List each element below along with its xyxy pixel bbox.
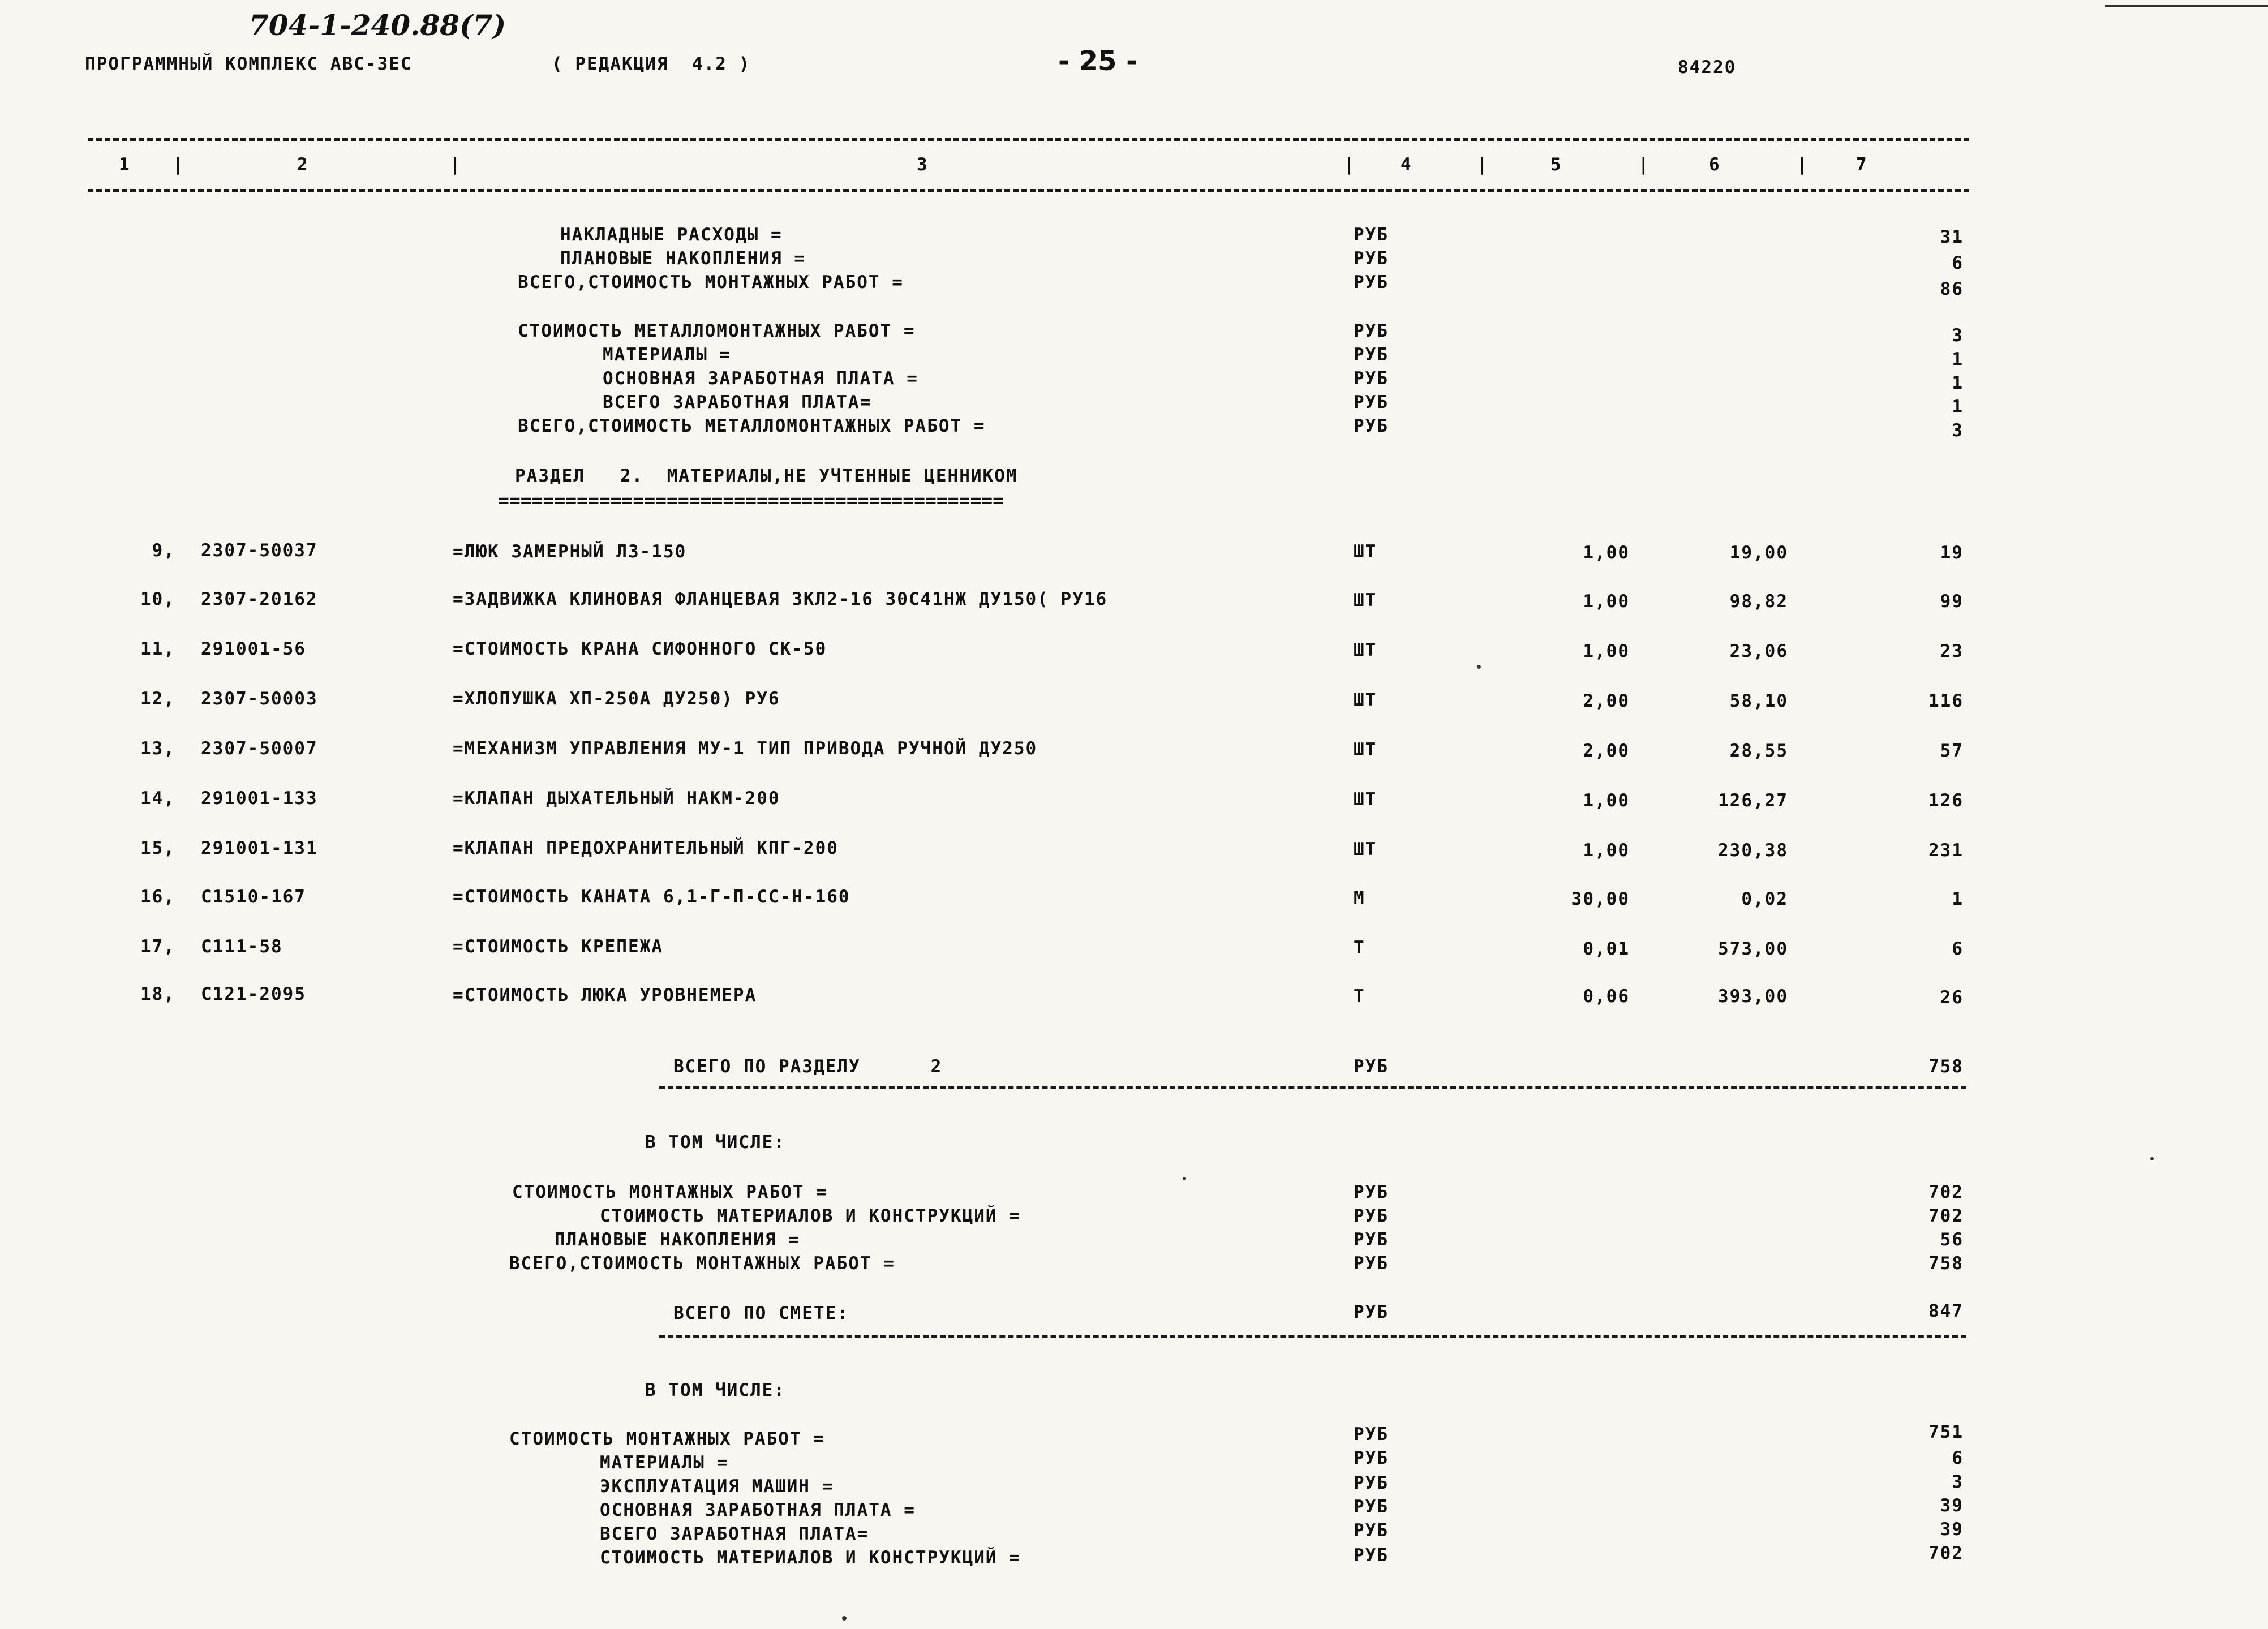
item-name: =МЕХАНИЗМ УПРАВЛЕНИЯ МУ-1 ТИП ПРИВОДА РУЧНОЙ ДУ250 (453, 738, 1038, 759)
summary-unit: РУБ (1354, 1448, 1389, 1468)
col-divider: | (1477, 154, 1489, 175)
summary-total: 6 (1952, 1448, 1964, 1468)
col-number-1: 1 (119, 154, 131, 175)
item-code: 2307-20162 (201, 589, 318, 609)
handwritten-document-number: 704-1-240.88(7) (249, 8, 506, 42)
col-number-7: 7 (1856, 154, 1868, 175)
item-quantity: 1,00 (1583, 840, 1630, 861)
item-name: =СТОИМОСТЬ ЛЮКА УРОВНЕМЕРА (453, 985, 757, 1005)
item-number: 17, (140, 936, 175, 957)
item-quantity: 2,00 (1583, 691, 1630, 711)
summary-label: ВСЕГО,СТОИМОСТЬ МОНТАЖНЫХ РАБОТ = (518, 272, 904, 293)
summary-label: НАКЛАДНЫЕ РАСХОДЫ = (560, 225, 783, 245)
item-number: 15, (140, 838, 175, 858)
item-total: 99 (1940, 591, 1964, 612)
including-title: В ТОМ ЧИСЛЕ: (645, 1132, 785, 1153)
item-name: =СТОИМОСТЬ КРАНА СИФОННОГО СК-50 (453, 639, 827, 659)
summary-unit: РУБ (1354, 321, 1389, 341)
header-bottom-rule (88, 189, 1969, 192)
summary-total: 702 (1928, 1206, 1964, 1226)
summary-label: ЭКСПЛУАТАЦИЯ МАШИН = (600, 1476, 834, 1497)
col-divider: | (1797, 154, 1809, 175)
col-number-3: 3 (917, 154, 929, 175)
estimate-total-rule (659, 1335, 1966, 1338)
item-unit: ШТ (1354, 590, 1377, 611)
page-edge-line (2105, 5, 2268, 7)
item-quantity: 2,00 (1583, 741, 1630, 761)
summary-label: ПЛАНОВЫЕ НАКОПЛЕНИЯ = (555, 1230, 800, 1250)
item-price: 0,02 (1741, 889, 1788, 909)
summary-unit: РУБ (1354, 1473, 1389, 1493)
item-code: С1510-167 (201, 887, 306, 907)
item-name: =ЛЮК ЗАМЕРНЫЙ ЛЗ-150 (453, 541, 687, 562)
col-divider: | (173, 154, 184, 175)
scan-speck (842, 1616, 847, 1621)
summary-total: 1 (1952, 349, 1964, 369)
summary-total: 751 (1928, 1422, 1964, 1442)
summary-total: 3 (1952, 1472, 1964, 1492)
summary-total: 39 (1940, 1519, 1964, 1540)
item-unit: ШТ (1354, 789, 1377, 810)
item-price: 23,06 (1729, 641, 1788, 661)
summary-unit: РУБ (1354, 1182, 1389, 1202)
item-total: 26 (1940, 987, 1964, 1008)
header-top-rule (88, 138, 1969, 141)
summary-total: 39 (1940, 1495, 1964, 1516)
summary-label: СТОИМОСТЬ МОНТАЖНЫХ РАБОТ = (509, 1429, 825, 1449)
summary-total: 56 (1940, 1230, 1964, 1250)
section-total-unit: РУБ (1354, 1056, 1389, 1077)
summary-label: ВСЕГО,СТОИМОСТЬ МОНТАЖНЫХ РАБОТ = (509, 1253, 895, 1274)
item-quantity: 0,01 (1583, 939, 1630, 959)
item-price: 19,00 (1729, 543, 1788, 563)
col-divider: | (1638, 154, 1650, 175)
item-price: 98,82 (1729, 591, 1788, 612)
item-quantity: 0,06 (1583, 986, 1630, 1007)
summary-label: МАТЕРИАЛЫ = (600, 1452, 729, 1473)
summary-total: 702 (1928, 1543, 1964, 1563)
item-unit: ШТ (1354, 690, 1377, 710)
item-code: С111-58 (201, 936, 283, 957)
summary-total: 1 (1952, 373, 1964, 393)
item-unit: ШТ (1354, 541, 1377, 562)
summary-unit: РУБ (1354, 345, 1389, 365)
item-code: С121-2095 (201, 984, 306, 1004)
item-unit: ШТ (1354, 740, 1377, 760)
summary-total: 31 (1940, 227, 1964, 247)
item-price: 28,55 (1729, 741, 1788, 761)
summary-label: МАТЕРИАЛЫ = (603, 345, 732, 365)
item-name: =КЛАПАН ПРЕДОХРАНИТЕЛЬНЫЙ КПГ-200 (453, 838, 839, 858)
summary-label: ВСЕГО ЗАРАБОТНАЯ ПЛАТА= (603, 392, 872, 412)
summary-label: ВСЕГО,СТОИМОСТЬ МЕТАЛЛОМОНТАЖНЫХ РАБОТ = (518, 416, 986, 436)
item-total: 126 (1928, 790, 1964, 811)
page-number: - 25 - (1058, 45, 1138, 77)
col-divider: | (1344, 154, 1356, 175)
estimate-total-label: ВСЕГО ПО СМЕТЕ: (673, 1303, 849, 1323)
item-number: 14, (140, 788, 175, 809)
summary-label: СТОИМОСТЬ МАТЕРИАЛОВ И КОНСТРУКЦИЙ = (600, 1206, 1021, 1226)
summary-label: ОСНОВНАЯ ЗАРАБОТНАЯ ПЛАТА = (603, 368, 918, 389)
item-name: =ХЛОПУШКА ХП-250А ДУ250) РУ6 (453, 689, 780, 709)
col-number-2: 2 (297, 154, 309, 175)
item-price: 230,38 (1718, 840, 1788, 861)
section-title: РАЗДЕЛ 2. МАТЕРИАЛЫ,НЕ УЧТЕННЫЕ ЦЕННИКОМ (515, 466, 1018, 486)
document-code: 84220 (1678, 57, 1737, 78)
summary-unit: РУБ (1354, 1206, 1389, 1226)
item-name: =СТОИМОСТЬ КРЕПЕЖА (453, 936, 663, 957)
item-unit: ШТ (1354, 839, 1377, 859)
item-quantity: 1,00 (1583, 790, 1630, 811)
item-price: 58,10 (1729, 691, 1788, 711)
summary-unit: РУБ (1354, 1497, 1389, 1517)
summary-label: СТОИМОСТЬ МЕТАЛЛОМОНТАЖНЫХ РАБОТ = (518, 321, 916, 341)
including-title: В ТОМ ЧИСЛЕ: (645, 1380, 785, 1400)
col-number-6: 6 (1709, 154, 1721, 175)
item-price: 393,00 (1718, 986, 1788, 1007)
scan-speck (2150, 1157, 2154, 1160)
item-total: 57 (1940, 741, 1964, 761)
item-quantity: 1,00 (1583, 543, 1630, 563)
item-name: =ЗАДВИЖКА КЛИНОВАЯ ФЛАНЦЕВАЯ ЗКЛ2-16 30С41НЖ ДУ150( РУ16 (453, 589, 1108, 609)
summary-total: 3 (1952, 325, 1964, 346)
program-edition: ( РЕДАКЦИЯ 4.2 ) (552, 54, 751, 74)
summary-total: 1 (1952, 397, 1964, 417)
summary-label: ПЛАНОВЫЕ НАКОПЛЕНИЯ = (560, 248, 806, 269)
item-quantity: 1,00 (1583, 591, 1630, 612)
item-number: 18, (140, 984, 175, 1004)
summary-unit: РУБ (1354, 368, 1389, 389)
item-name: =СТОИМОСТЬ КАНАТА 6,1-Г-П-СС-Н-160 (453, 887, 850, 907)
col-divider: | (450, 154, 462, 175)
item-code: 2307-50037 (201, 540, 318, 561)
col-number-5: 5 (1550, 154, 1562, 175)
item-code: 2307-50003 (201, 689, 318, 709)
estimate-total-value: 847 (1928, 1301, 1964, 1321)
item-number: 10, (140, 589, 175, 609)
item-quantity: 30,00 (1571, 889, 1630, 909)
estimate-total-unit: РУБ (1354, 1302, 1389, 1322)
section-total-rule (659, 1086, 1966, 1089)
summary-unit: РУБ (1354, 272, 1389, 293)
item-number: 13, (140, 738, 175, 759)
summary-label: ВСЕГО ЗАРАБОТНАЯ ПЛАТА= (600, 1524, 869, 1544)
summary-unit: РУБ (1354, 1545, 1389, 1566)
section-total-label: ВСЕГО ПО РАЗДЕЛУ 2 (673, 1056, 943, 1077)
summary-total: 86 (1940, 279, 1964, 299)
summary-unit: РУБ (1354, 1520, 1389, 1541)
item-code: 291001-131 (201, 838, 318, 858)
item-code: 291001-133 (201, 788, 318, 809)
item-total: 6 (1952, 939, 1964, 959)
item-unit: М (1354, 888, 1365, 908)
summary-unit: РУБ (1354, 392, 1389, 412)
item-number: 9, (152, 540, 175, 561)
item-price: 573,00 (1718, 939, 1788, 959)
item-name: =КЛАПАН ДЫХАТЕЛЬНЫЙ НАКМ-200 (453, 788, 780, 809)
section-total-value: 758 (1928, 1056, 1964, 1077)
summary-unit: РУБ (1354, 225, 1389, 245)
section-underline: ============================================= (498, 489, 1004, 512)
col-number-4: 4 (1401, 154, 1412, 175)
summary-unit: РУБ (1354, 416, 1389, 436)
summary-unit: РУБ (1354, 248, 1389, 269)
item-total: 1 (1952, 889, 1964, 909)
summary-unit: РУБ (1354, 1230, 1389, 1250)
item-total: 23 (1940, 641, 1964, 661)
item-code: 2307-50007 (201, 738, 318, 759)
item-code: 291001-56 (201, 639, 306, 659)
item-number: 12, (140, 689, 175, 709)
summary-total: 758 (1928, 1253, 1964, 1274)
item-number: 16, (140, 887, 175, 907)
summary-unit: РУБ (1354, 1424, 1389, 1445)
program-name: ПРОГРАММНЫЙ КОМПЛЕКС АВС-3ЕС (85, 54, 413, 74)
item-unit: ШТ (1354, 640, 1377, 660)
summary-unit: РУБ (1354, 1253, 1389, 1274)
summary-label: СТОИМОСТЬ МАТЕРИАЛОВ И КОНСТРУКЦИЙ = (600, 1548, 1021, 1568)
item-total: 116 (1928, 691, 1964, 711)
item-unit: Т (1354, 986, 1365, 1007)
scan-speck (1477, 665, 1481, 669)
scan-speck (1183, 1177, 1186, 1180)
item-total: 231 (1928, 840, 1964, 861)
summary-total: 6 (1952, 253, 1964, 273)
summary-label: ОСНОВНАЯ ЗАРАБОТНАЯ ПЛАТА = (600, 1500, 916, 1520)
item-total: 19 (1940, 543, 1964, 563)
summary-label: СТОИМОСТЬ МОНТАЖНЫХ РАБОТ = (512, 1182, 828, 1202)
item-quantity: 1,00 (1583, 641, 1630, 661)
item-unit: Т (1354, 938, 1365, 958)
item-price: 126,27 (1718, 790, 1788, 811)
item-number: 11, (140, 639, 175, 659)
summary-total: 702 (1928, 1182, 1964, 1202)
summary-total: 3 (1952, 420, 1964, 441)
